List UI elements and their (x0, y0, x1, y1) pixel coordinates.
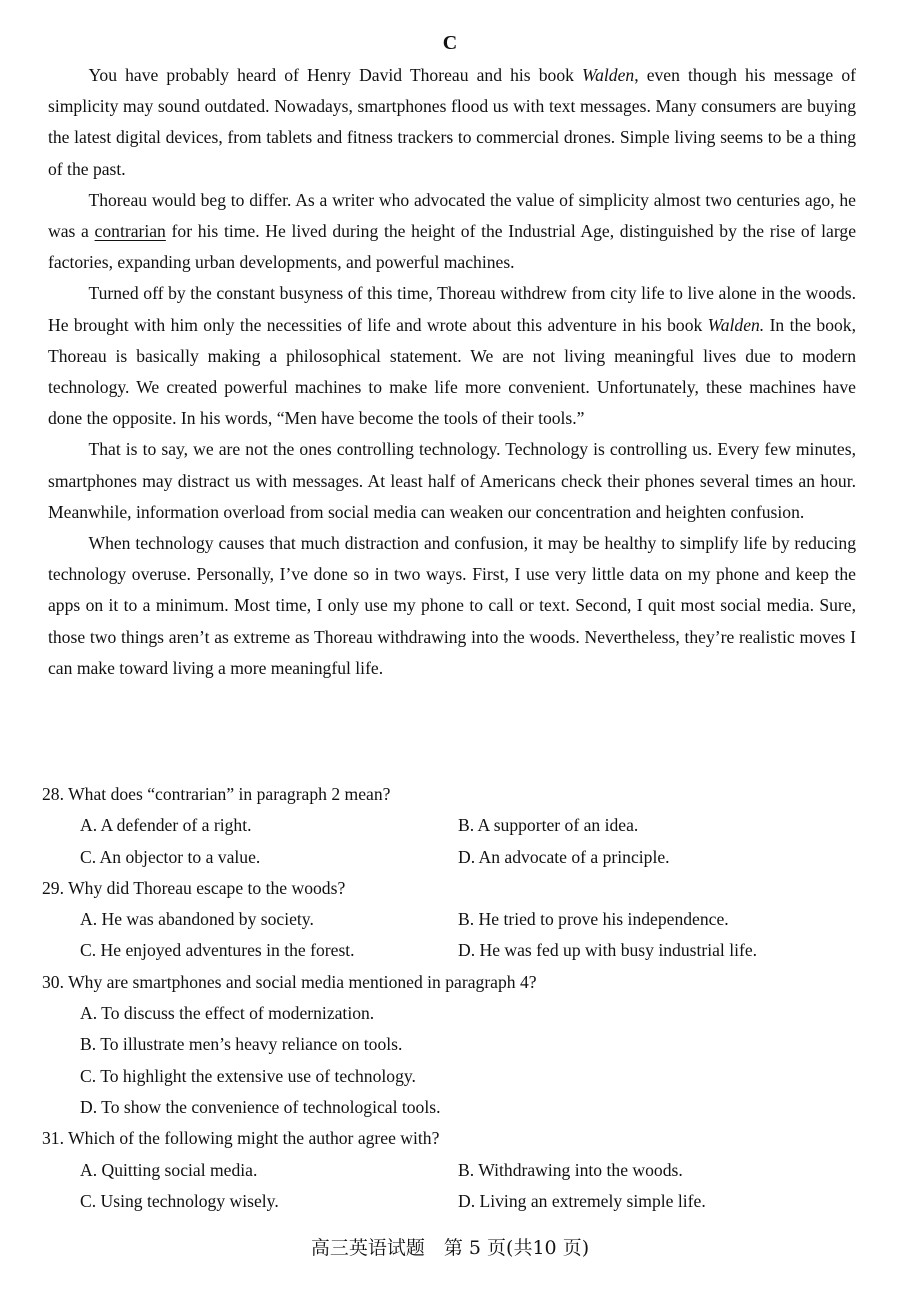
reading-passage (48, 60, 856, 684)
option-b: B. To illustrate men’s heavy reliance on tools. (80, 1034, 403, 1055)
option-c: C. Using technology wisely. (80, 1190, 279, 1211)
underlined-word: contrarian (94, 221, 166, 242)
option-c: C. To highlight the extensive use of technology. (80, 1065, 416, 1086)
question-30 (42, 967, 862, 1123)
question-list (42, 779, 862, 1217)
paragraph-1 (48, 60, 856, 185)
option-a: A. A defender of a right. (80, 815, 252, 836)
option-b: B. A supporter of an idea. (458, 815, 639, 836)
option-d: D. Living an extremely simple life. (458, 1190, 706, 1211)
option-c: C. He enjoyed adventures in the forest. (80, 940, 355, 961)
question-28 (42, 779, 862, 873)
paragraph-5: When technology causes that much distraction and confusion, it may be healthy to simplify life by reducing technology overuse. Personally, I’ve done so in two ways. First, I use very little data on my phone and keep the apps on it to a minimum. Most time, I only use my phone to call or text. Second, I quit most social media. Sure, those two things aren’t as extreme as Thoreau withdrawing into the woods. Nevertheless, they’re realistic moves I can make toward living a more meaningful life. (48, 533, 856, 678)
paragraph-1-rest: , even though his message of simplicity may sound outdated. Nowadays, smartphones flood us with text messages. Many consumers are buying the latest digital devices, from tablets and fitness trackers to commercial drones. Simple living seems to be a thing of the past. (48, 65, 856, 179)
option-b: B. He tried to prove his independence. (458, 909, 729, 930)
option-a: A. Quitting social media. (80, 1159, 258, 1180)
question-31 (42, 1123, 862, 1217)
option-a: A. He was abandoned by society. (80, 909, 314, 930)
question-29 (42, 873, 862, 967)
option-list (80, 998, 862, 1123)
book-title: Walden. (707, 314, 765, 335)
option-grid (80, 810, 862, 873)
option-d: D. He was fed up with busy industrial life. (458, 940, 758, 961)
book-title: Walden (582, 65, 635, 85)
page-footer: 高三英语试题 第 5 页(共10 页) (310, 1237, 590, 1259)
option-d: D. To show the convenience of technological tools. (80, 1096, 441, 1117)
option-a: A. To discuss the effect of modernization. (80, 1003, 375, 1024)
option-grid (80, 1155, 862, 1218)
paragraph-2-rest: for his time. He lived during the height of the Industrial Age, distinguished by the rise of large factories, expanding urban developments, and powerful machines. (48, 221, 857, 273)
option-c: C. An objector to a value. (80, 846, 261, 867)
paragraph-2-text: Thoreau would beg to differ. As a writer who advocated the value of simplicity almost two centuries ago, he was a (48, 189, 856, 242)
question-stem: 30. Why are smartphones and social media mentioned in paragraph 4? (42, 971, 537, 992)
paragraph-3-rest: In the book, Thoreau is basically making a philosophical statement. We are not living meaningful lives due to modern technology. We created powerful machines to make life more convenient. Unfortunately, these machines have done the opposite. In his words, “Men have become the tools of their tools.” (48, 314, 856, 429)
option-d: D. An advocate of a principle. (458, 846, 670, 867)
question-stem: 31. Which of the following might the author agree with? (42, 1128, 440, 1149)
paragraph-2 (48, 185, 856, 279)
option-b: B. Withdrawing into the woods. (458, 1159, 683, 1180)
paragraph-3 (48, 278, 856, 434)
paragraph-1-text: You have probably heard of Henry David Thoreau and his book (88, 65, 574, 85)
question-stem: 28. What does “contrarian” in paragraph 2 mean? (42, 784, 391, 804)
paragraph-3-text: Turned off by the constant busyness of this time, Thoreau withdrew from city life to live alone in the woods. He brought with him only the necessities of life and wrote about this adventure in his book (48, 283, 856, 335)
paragraph-4: That is to say, we are not the ones controlling technology. Technology is controlling us. Every few minutes, smartphones may distract us with messages. At least half of Americans check their phones several times an hour. Meanwhile, information overload from social media can weaken our concentration and heighten confusion. (48, 439, 856, 522)
section-title: C (442, 32, 458, 54)
question-stem: 29. Why did Thoreau escape to the woods? (42, 877, 346, 898)
option-grid (80, 904, 862, 967)
